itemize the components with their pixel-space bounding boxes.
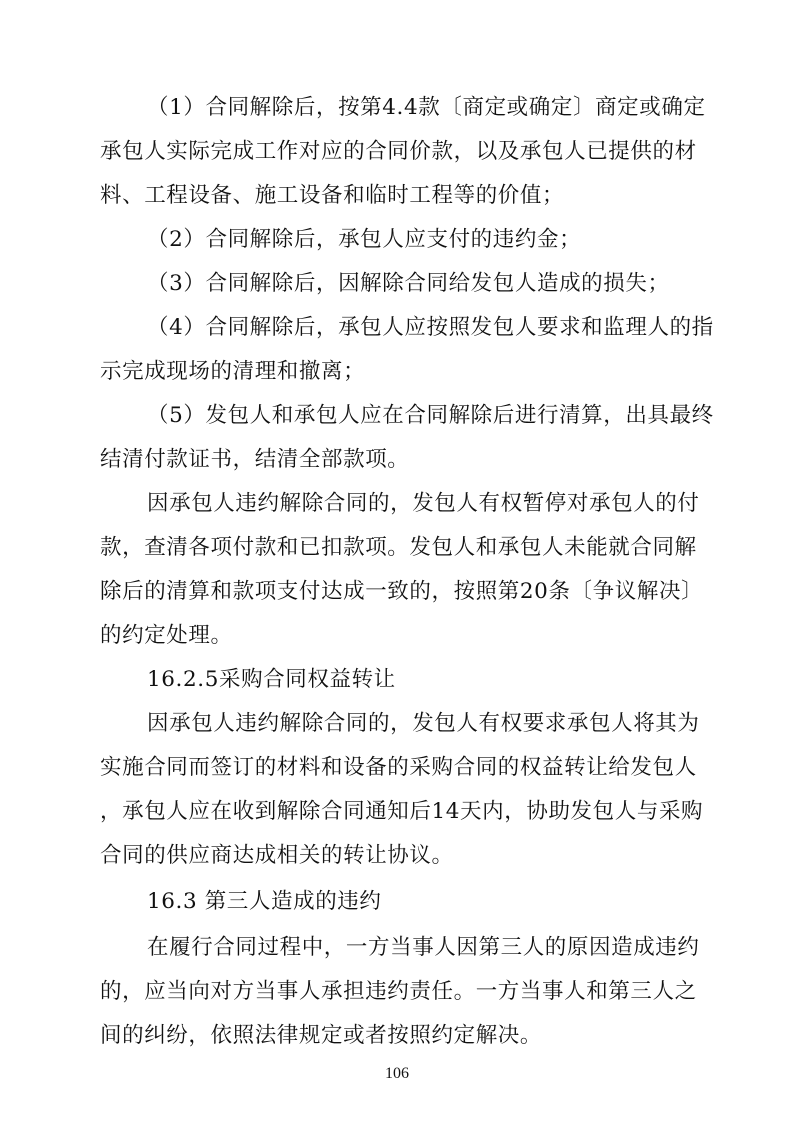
text-line: 料、工程设备、施工设备和临时工程等的价值； <box>100 183 565 208</box>
section-heading: 16.3 第三人造成的违约 <box>147 889 382 914</box>
text-line: 因承包人违约解除合同的，发包人有权要求承包人将其为 <box>147 711 700 736</box>
text-line: （5）发包人和承包人应在合同解除后进行清算，出具最终 <box>147 403 714 428</box>
text-line: （1）合同解除后，按第4.4款〔商定或确定〕商定或确定 <box>147 95 706 120</box>
text-line: 的，应当向对方当事人承担违约责任。一方当事人和第三人之 <box>100 979 697 1004</box>
text-line: ，承包人应在收到解除合同通知后14天内，协助发包人与采购 <box>100 799 704 824</box>
text-line: 承包人实际完成工作对应的合同价款，以及承包人已提供的材 <box>100 139 697 164</box>
page-number: 106 <box>385 1065 409 1082</box>
text-line: （3）合同解除后，因解除合同给发包人造成的损失； <box>147 271 670 296</box>
text-line: 结清付款证书，结清全部款项。 <box>100 447 410 472</box>
text-line: 款，查清各项付款和已扣款项。发包人和承包人未能就合同解 <box>100 535 697 560</box>
text-line: 间的纠纷，依照法律规定或者按照约定解决。 <box>100 1023 543 1048</box>
text-line: 因承包人违约解除合同的，发包人有权暂停对承包人的付 <box>147 491 700 516</box>
text-line: （4）合同解除后，承包人应按照发包人要求和监理人的指 <box>147 315 714 340</box>
text-line: 实施合同而签订的材料和设备的采购合同的权益转让给发包人 <box>100 755 697 780</box>
text-line: 的约定处理。 <box>100 623 233 648</box>
text-line: 示完成现场的清理和撤离； <box>100 359 366 384</box>
text-line: 除后的清算和款项支付达成一致的，按照第20条〔争议解决〕 <box>100 579 704 604</box>
text-line: 合同的供应商达成相关的转让协议。 <box>100 843 454 868</box>
text-line: 在履行合同过程中，一方当事人因第三人的原因造成违约 <box>147 935 700 960</box>
text-line: （2）合同解除后，承包人应支付的违约金； <box>147 227 582 252</box>
section-heading: 16.2.5采购合同权益转让 <box>147 667 396 692</box>
